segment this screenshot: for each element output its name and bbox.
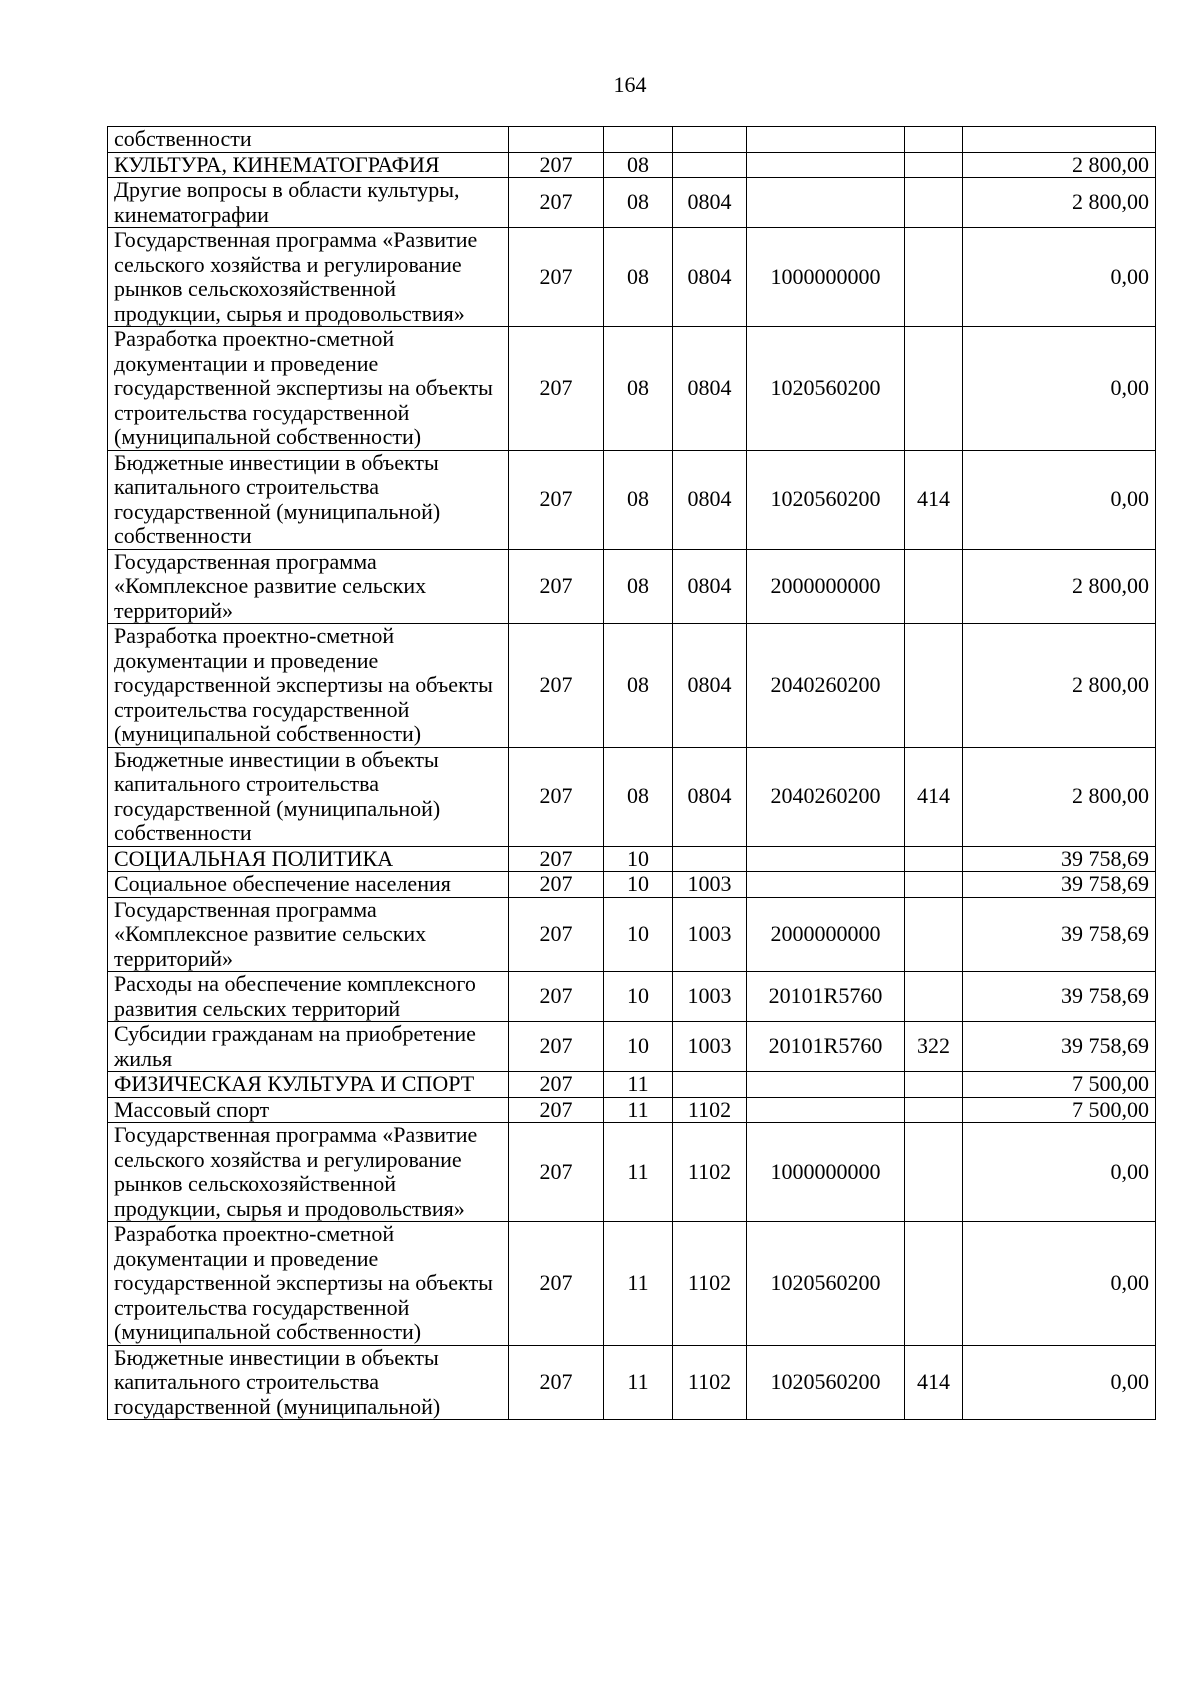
table-row xyxy=(108,1222,1156,1346)
table-row xyxy=(108,327,1156,451)
row-sum: 39 758,69 xyxy=(963,972,1156,1022)
row-csr xyxy=(747,846,905,872)
row-name xyxy=(108,1072,509,1098)
row-sum: 39 758,69 xyxy=(963,872,1156,898)
row-vr: 414 xyxy=(905,747,963,846)
row-vr: 414 xyxy=(905,450,963,549)
row-csr xyxy=(747,152,905,178)
row-pr: 1102 xyxy=(673,1345,747,1420)
row-name xyxy=(108,1022,509,1072)
row-name xyxy=(108,1345,509,1420)
row-name-text: КУЛЬТУРА, КИНЕМАТОГРАФИЯ xyxy=(114,151,440,177)
row-sum: 0,00 xyxy=(963,450,1156,549)
table-row xyxy=(108,450,1156,549)
row-csr xyxy=(747,127,905,153)
row-sum: 2 800,00 xyxy=(963,747,1156,846)
row-vr xyxy=(905,624,963,748)
row-name-text: Бюджетные инвестиции в объекты капитального строительства государственной (муниципальной) собственности xyxy=(114,449,441,548)
row-pr: 1003 xyxy=(673,972,747,1022)
row-name-text: Государственная программа «Развитие сельского хозяйства и регулирование рынков сельскохозяйственной продукции, сырья и продовольствия» xyxy=(114,1122,478,1221)
row-vr xyxy=(905,152,963,178)
row-csr: 2000000000 xyxy=(747,897,905,972)
row-name xyxy=(108,747,509,846)
table-row xyxy=(108,897,1156,972)
table-row xyxy=(108,1097,1156,1123)
row-name-text: Разработка проектно-сметной документации и проведение государственной экспертизы на объекты строительства государственной (муниципальной собственности) xyxy=(114,326,493,449)
table-row xyxy=(108,549,1156,624)
row-pr: 1003 xyxy=(673,1022,747,1072)
row-vr xyxy=(905,327,963,451)
row-rz: 08 xyxy=(604,747,673,846)
row-gr: 207 xyxy=(509,897,604,972)
row-csr: 20101R5760 xyxy=(747,972,905,1022)
row-rz: 11 xyxy=(604,1097,673,1123)
row-sum: 0,00 xyxy=(963,228,1156,327)
row-name-text: Разработка проектно-сметной документации и проведение государственной экспертизы на объекты строительства государственной (муниципальной собственности) xyxy=(114,623,493,746)
row-csr: 1000000000 xyxy=(747,1123,905,1222)
row-rz: 08 xyxy=(604,178,673,228)
row-sum: 2 800,00 xyxy=(963,624,1156,748)
row-name-text: СОЦИАЛЬНАЯ ПОЛИТИКА xyxy=(114,845,394,871)
row-pr: 1102 xyxy=(673,1222,747,1346)
row-rz: 10 xyxy=(604,846,673,872)
row-csr: 1020560200 xyxy=(747,450,905,549)
table-row xyxy=(108,228,1156,327)
row-vr xyxy=(905,228,963,327)
table-row xyxy=(108,1072,1156,1098)
row-name xyxy=(108,846,509,872)
row-vr xyxy=(905,1123,963,1222)
row-pr: 0804 xyxy=(673,549,747,624)
row-rz: 08 xyxy=(604,228,673,327)
row-csr: 20101R5760 xyxy=(747,1022,905,1072)
table-row xyxy=(108,972,1156,1022)
row-name xyxy=(108,152,509,178)
row-name xyxy=(108,1222,509,1346)
row-gr: 207 xyxy=(509,1222,604,1346)
row-gr xyxy=(509,127,604,153)
row-sum: 0,00 xyxy=(963,1345,1156,1420)
row-name-text: Массовый спорт xyxy=(114,1096,270,1122)
row-rz: 08 xyxy=(604,450,673,549)
row-name xyxy=(108,1097,509,1123)
row-vr xyxy=(905,1072,963,1098)
row-vr: 322 xyxy=(905,1022,963,1072)
row-csr: 1020560200 xyxy=(747,327,905,451)
row-sum: 0,00 xyxy=(963,1222,1156,1346)
budget-table xyxy=(107,126,1156,1420)
row-sum: 39 758,69 xyxy=(963,897,1156,972)
row-gr: 207 xyxy=(509,327,604,451)
row-rz: 11 xyxy=(604,1345,673,1420)
row-name-text: Расходы на обеспечение комплексного развития сельских территорий xyxy=(114,971,476,1021)
row-rz: 08 xyxy=(604,549,673,624)
table-row xyxy=(108,178,1156,228)
row-name-text: Государственная программа «Развитие сельского хозяйства и регулирование рынков сельскохозяйственной продукции, сырья и продовольствия» xyxy=(114,227,478,326)
row-gr: 207 xyxy=(509,1097,604,1123)
row-gr: 207 xyxy=(509,152,604,178)
row-name-text: Социальное обеспечение населения xyxy=(114,871,451,896)
row-rz: 11 xyxy=(604,1072,673,1098)
row-csr xyxy=(747,872,905,898)
row-name-text: Бюджетные инвестиции в объекты капитального строительства государственной (муниципальной) собственности xyxy=(114,746,441,845)
row-gr: 207 xyxy=(509,178,604,228)
row-name xyxy=(108,549,509,624)
row-sum: 2 800,00 xyxy=(963,549,1156,624)
table-row xyxy=(108,1345,1156,1420)
row-rz: 08 xyxy=(604,152,673,178)
row-pr: 0804 xyxy=(673,747,747,846)
row-rz: 10 xyxy=(604,872,673,898)
row-sum: 7 500,00 xyxy=(963,1072,1156,1098)
row-name-text: ФИЗИЧЕСКАЯ КУЛЬТУРА И СПОРТ xyxy=(114,1071,475,1096)
row-gr: 207 xyxy=(509,872,604,898)
table-row xyxy=(108,1123,1156,1222)
table-row xyxy=(108,846,1156,872)
row-csr: 1020560200 xyxy=(747,1222,905,1346)
row-rz: 08 xyxy=(604,624,673,748)
row-name-text: собственности xyxy=(114,126,252,151)
row-csr: 2040260200 xyxy=(747,624,905,748)
row-pr: 1003 xyxy=(673,872,747,898)
row-vr xyxy=(905,846,963,872)
row-pr: 1102 xyxy=(673,1123,747,1222)
row-gr: 207 xyxy=(509,1022,604,1072)
table-row xyxy=(108,152,1156,178)
row-pr: 0804 xyxy=(673,450,747,549)
row-name-text: Государственная программа «Комплексное развитие сельских территорий» xyxy=(114,548,427,623)
row-pr xyxy=(673,846,747,872)
row-csr xyxy=(747,178,905,228)
row-pr: 1102 xyxy=(673,1097,747,1123)
row-vr xyxy=(905,178,963,228)
row-name xyxy=(108,327,509,451)
row-rz: 10 xyxy=(604,972,673,1022)
row-vr xyxy=(905,972,963,1022)
row-vr xyxy=(905,549,963,624)
row-pr: 1003 xyxy=(673,897,747,972)
row-gr: 207 xyxy=(509,1345,604,1420)
row-gr: 207 xyxy=(509,747,604,846)
row-sum: 39 758,69 xyxy=(963,1022,1156,1072)
row-vr xyxy=(905,897,963,972)
row-gr: 207 xyxy=(509,450,604,549)
table-row xyxy=(108,624,1156,748)
row-vr xyxy=(905,127,963,153)
row-name xyxy=(108,228,509,327)
row-name-text: Государственная программа «Комплексное развитие сельских территорий» xyxy=(114,896,427,971)
row-name xyxy=(108,624,509,748)
row-sum: 0,00 xyxy=(963,1123,1156,1222)
row-vr: 414 xyxy=(905,1345,963,1420)
row-gr: 207 xyxy=(509,228,604,327)
table-row xyxy=(108,872,1156,898)
budget-table-body xyxy=(108,127,1156,1420)
row-sum: 2 800,00 xyxy=(963,152,1156,178)
row-gr: 207 xyxy=(509,624,604,748)
row-name xyxy=(108,1123,509,1222)
table-row xyxy=(108,1022,1156,1072)
row-name-text: Бюджетные инвестиции в объекты капитального строительства государственной (муниципальной) xyxy=(114,1344,441,1419)
row-rz: 11 xyxy=(604,1222,673,1346)
row-pr xyxy=(673,152,747,178)
row-rz: 10 xyxy=(604,897,673,972)
row-name xyxy=(108,450,509,549)
row-pr: 0804 xyxy=(673,178,747,228)
row-gr: 207 xyxy=(509,549,604,624)
row-sum: 7 500,00 xyxy=(963,1097,1156,1123)
row-name xyxy=(108,972,509,1022)
row-csr: 2000000000 xyxy=(747,549,905,624)
row-pr xyxy=(673,127,747,153)
row-csr: 2040260200 xyxy=(747,747,905,846)
row-sum xyxy=(963,127,1156,153)
table-row xyxy=(108,127,1156,153)
row-pr: 0804 xyxy=(673,228,747,327)
row-name-text: Субсидии гражданам на приобретение жилья xyxy=(114,1021,476,1071)
row-name xyxy=(108,127,509,153)
page-number: 164 xyxy=(613,72,647,97)
row-sum: 39 758,69 xyxy=(963,846,1156,872)
row-pr xyxy=(673,1072,747,1098)
row-pr: 0804 xyxy=(673,327,747,451)
row-gr: 207 xyxy=(509,846,604,872)
row-gr: 207 xyxy=(509,972,604,1022)
row-sum: 2 800,00 xyxy=(963,178,1156,228)
row-rz: 08 xyxy=(604,327,673,451)
row-csr xyxy=(747,1097,905,1123)
row-vr xyxy=(905,1222,963,1346)
row-name-text: Разработка проектно-сметной документации и проведение государственной экспертизы на объекты строительства государственной (муниципальной собственности) xyxy=(114,1221,493,1344)
row-rz: 10 xyxy=(604,1022,673,1072)
row-csr: 1020560200 xyxy=(747,1345,905,1420)
row-rz xyxy=(604,127,673,153)
table-row xyxy=(108,747,1156,846)
row-name xyxy=(108,178,509,228)
row-rz: 11 xyxy=(604,1123,673,1222)
row-vr xyxy=(905,1097,963,1123)
row-sum: 0,00 xyxy=(963,327,1156,451)
row-gr: 207 xyxy=(509,1072,604,1098)
row-csr xyxy=(747,1072,905,1098)
row-name xyxy=(108,897,509,972)
row-name xyxy=(108,872,509,898)
row-pr: 0804 xyxy=(673,624,747,748)
row-name-text: Другие вопросы в области культуры, кинематографии xyxy=(114,177,460,227)
row-vr xyxy=(905,872,963,898)
row-csr: 1000000000 xyxy=(747,228,905,327)
row-gr: 207 xyxy=(509,1123,604,1222)
